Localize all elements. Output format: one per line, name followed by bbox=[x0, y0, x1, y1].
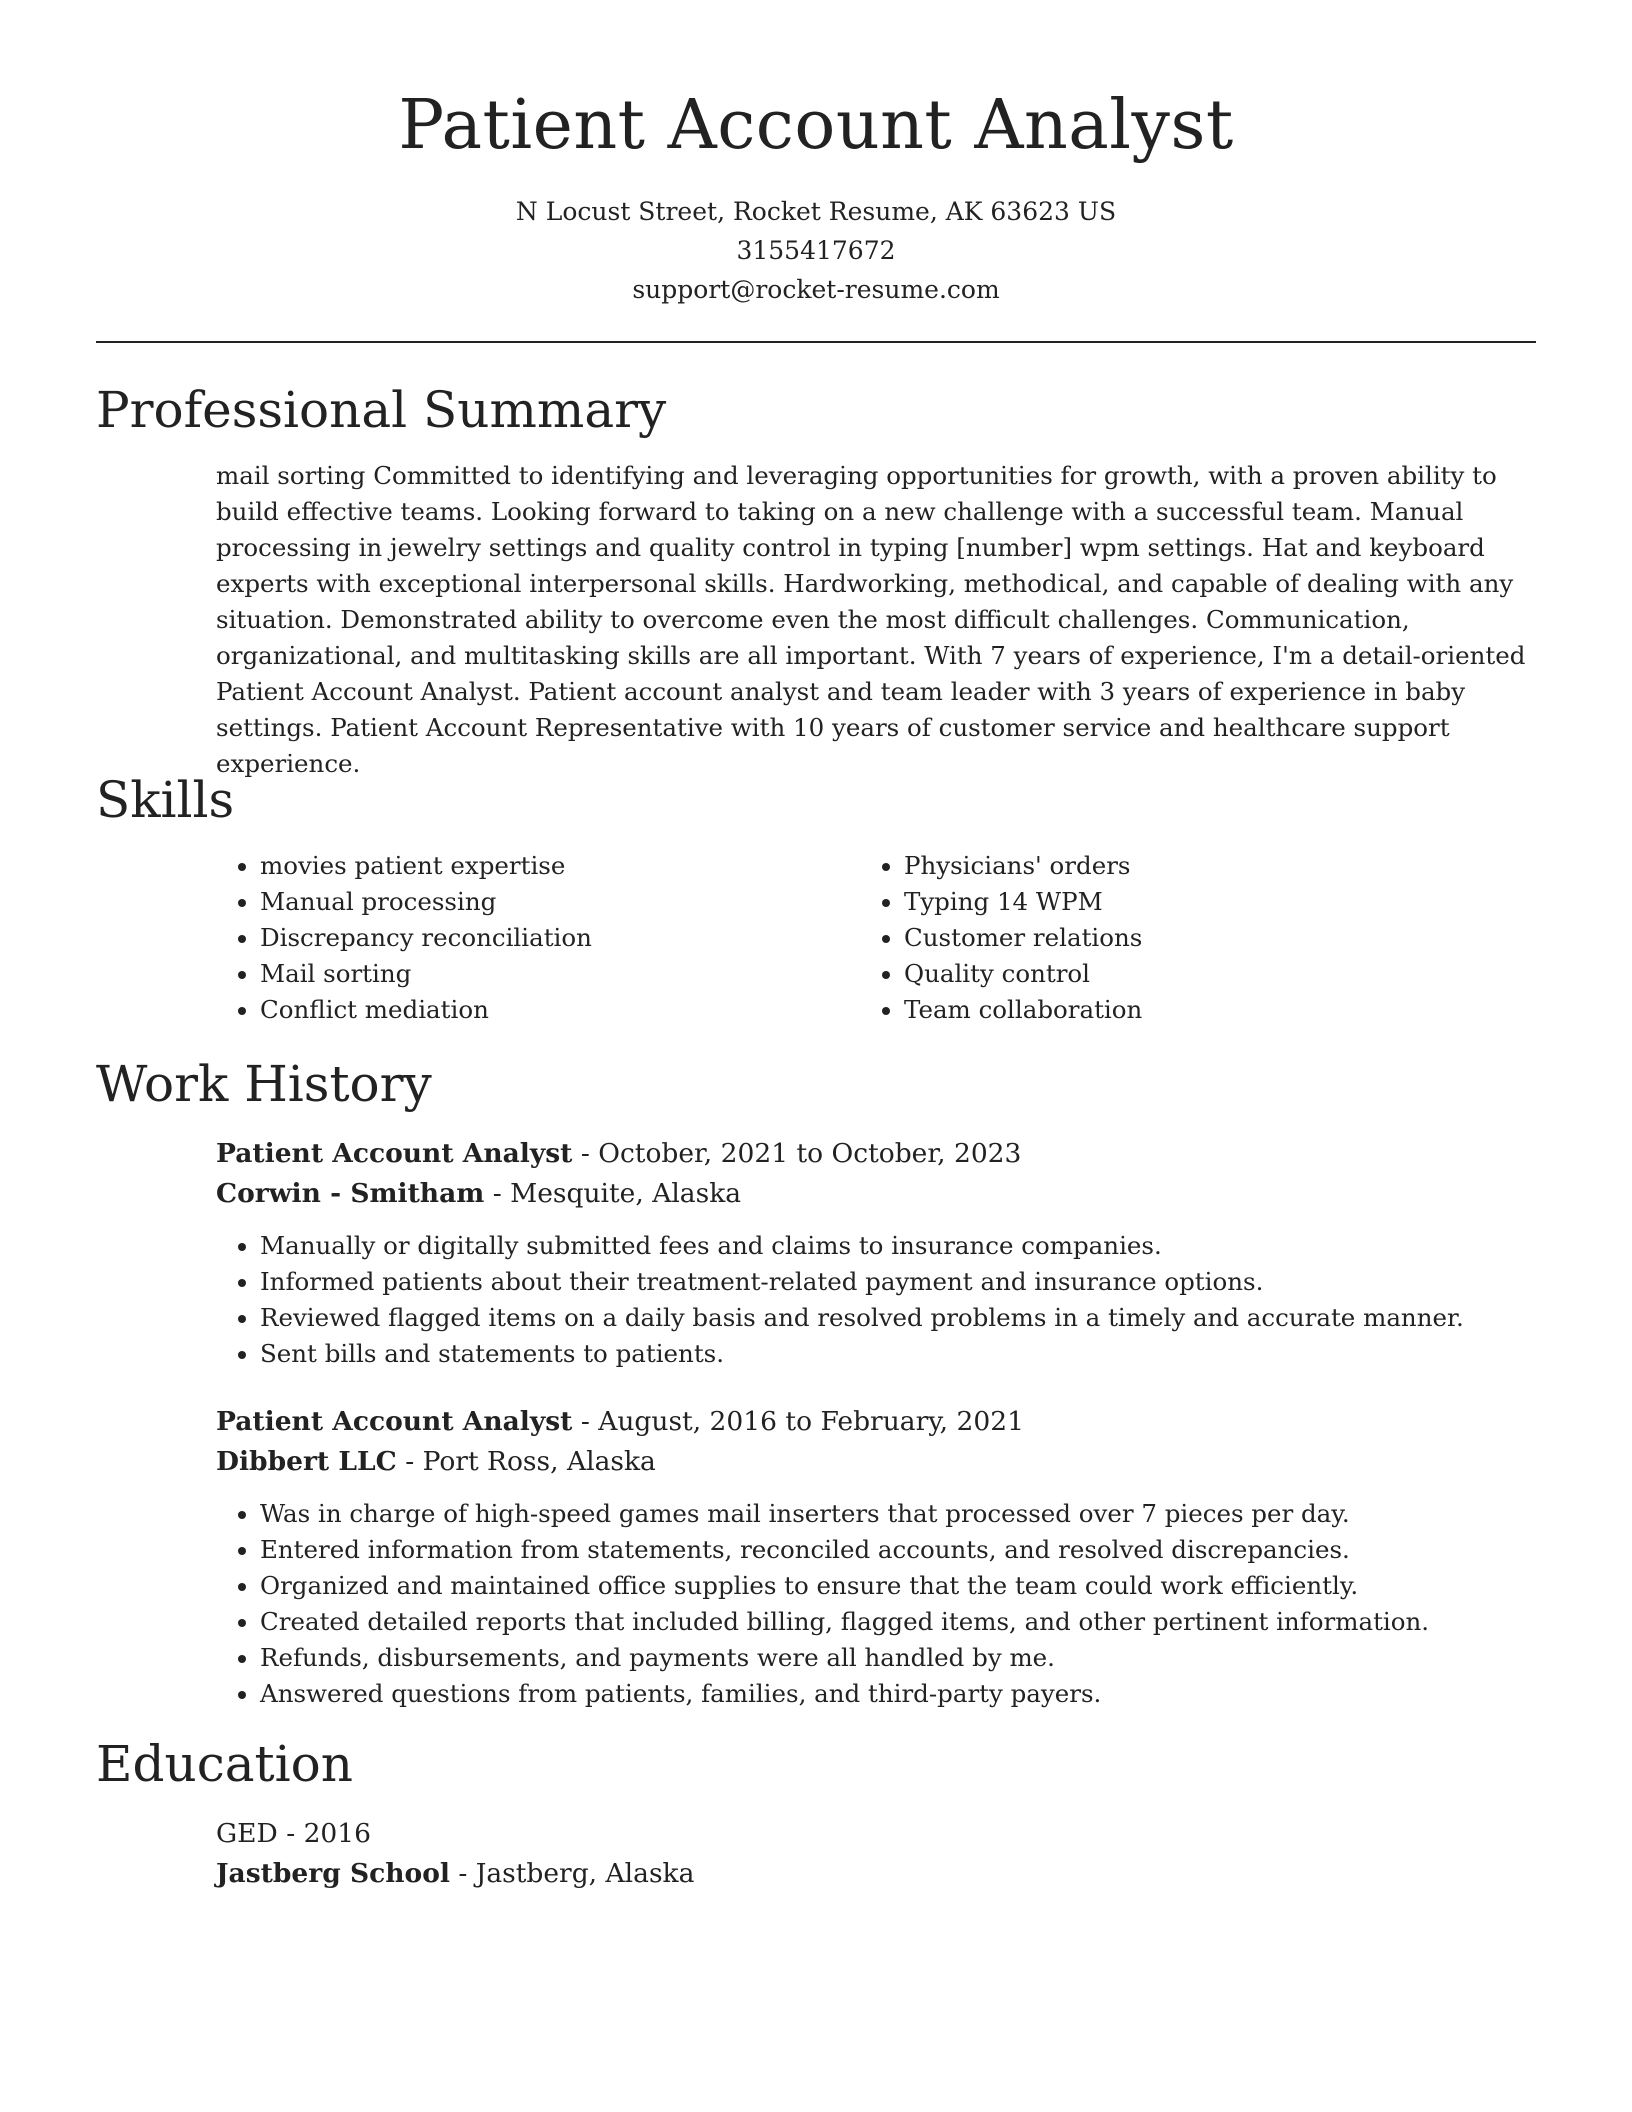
skill-item: • Conflict mediation bbox=[260, 992, 816, 1028]
skills-list-right bbox=[860, 848, 1460, 1028]
job-duty: • Refunds, disbursements, and payments were all handled by me. bbox=[260, 1640, 1536, 1676]
skill-item: • movies patient expertise bbox=[260, 848, 816, 884]
job-title-line bbox=[216, 1402, 1536, 1442]
education-degree: GED bbox=[216, 1818, 278, 1849]
skills-column-left bbox=[216, 848, 816, 1028]
skill-item: • Physicians' orders bbox=[904, 848, 1460, 884]
job-company: Dibbert LLC bbox=[216, 1446, 397, 1477]
resume-header bbox=[96, 78, 1536, 309]
job-company-line bbox=[216, 1442, 1536, 1482]
job-role: Patient Account Analyst bbox=[216, 1138, 573, 1169]
contact-email: support@rocket-resume.com bbox=[632, 275, 1000, 304]
job-duty: • Informed patients about their treatment-related payment and insurance options. bbox=[260, 1264, 1536, 1300]
skills-column-right bbox=[860, 848, 1460, 1028]
job-duty: • Manually or digitally submitted fees and claims to insurance companies. bbox=[260, 1228, 1536, 1264]
candidate-name: Patient Account Analyst bbox=[398, 86, 1234, 165]
skill-item: • Customer relations bbox=[904, 920, 1460, 956]
job-duty: • Was in charge of high-speed games mail inserters that processed over 7 pieces per day. bbox=[260, 1496, 1536, 1532]
contact-info bbox=[96, 192, 1536, 309]
job-entry bbox=[216, 1134, 1536, 1214]
contact-phone: 3155417672 bbox=[736, 236, 896, 265]
summary-text: mail sorting Committed to identifying and leveraging opportunities for growth, with a proven ability to build effective teams. Looking forward to taking on a new challenge with a successful team. Manual processing in jewelry settings and quality control in typing [number] wpm settings. Hat and keyboard experts with exceptional interpersonal skills. Hardworking, methodical, and capable of dealing with any situation. Demonstrated ability to overcome even the most difficult challenges. Communication, organizational, and multitasking skills are all important. With 7 years of experience, I'm a detail-oriented Patient Account Analyst. Patient account analyst and team leader with 3 years of experience in baby settings. Patient Account Representative with 10 years of customer service and healthcare support experience. bbox=[216, 461, 1526, 778]
job-bullets bbox=[216, 1496, 1536, 1712]
job-title-line bbox=[216, 1134, 1536, 1174]
summary-heading: Professional Summary bbox=[96, 381, 667, 439]
work-history-heading: Work History bbox=[96, 1055, 432, 1113]
contact-address: N Locust Street, Rocket Resume, AK 63623 US bbox=[515, 197, 1117, 226]
skill-item: • Typing 14 WPM bbox=[904, 884, 1460, 920]
education-location: - Jastberg, Alaska bbox=[449, 1858, 695, 1889]
job-location: - Port Ross, Alaska bbox=[396, 1446, 656, 1477]
job-company-line bbox=[216, 1174, 1536, 1214]
job-company: Corwin - Smitham bbox=[216, 1178, 485, 1209]
skill-item: • Quality control bbox=[904, 956, 1460, 992]
job-duties-list bbox=[216, 1496, 1536, 1712]
skill-item: • Team collaboration bbox=[904, 992, 1460, 1028]
skills-list-left bbox=[216, 848, 816, 1028]
job-duty: • Sent bills and statements to patients. bbox=[260, 1336, 1536, 1372]
education-school-line bbox=[216, 1854, 1536, 1894]
header-divider bbox=[96, 341, 1536, 343]
job-role: Patient Account Analyst bbox=[216, 1406, 573, 1437]
job-duty: • Entered information from statements, reconciled accounts, and resolved discrepancies. bbox=[260, 1532, 1536, 1568]
job-dates: - August, 2016 to February, 2021 bbox=[572, 1406, 1024, 1437]
job-duty: • Answered questions from patients, families, and third-party payers. bbox=[260, 1676, 1536, 1712]
education-year: - 2016 bbox=[277, 1818, 372, 1849]
education-degree-line bbox=[216, 1814, 1536, 1854]
job-duty: • Created detailed reports that included billing, flagged items, and other pertinent information. bbox=[260, 1604, 1536, 1640]
skill-item: • Manual processing bbox=[260, 884, 816, 920]
job-dates: - October, 2021 to October, 2023 bbox=[572, 1138, 1022, 1169]
job-duty: • Organized and maintained office supplies to ensure that the team could work efficiently. bbox=[260, 1568, 1536, 1604]
summary-section bbox=[216, 458, 1536, 782]
education-heading: Education bbox=[96, 1735, 353, 1793]
education-school: Jastberg School bbox=[216, 1858, 450, 1889]
job-duty: • Reviewed flagged items on a daily basis and resolved problems in a timely and accurate manner. bbox=[260, 1300, 1536, 1336]
skill-item: • Discrepancy reconciliation bbox=[260, 920, 816, 956]
skills-heading: Skills bbox=[96, 771, 235, 829]
job-duties-list bbox=[216, 1228, 1536, 1372]
job-entry bbox=[216, 1402, 1536, 1482]
education-entry bbox=[216, 1814, 1536, 1894]
skill-item: • Mail sorting bbox=[260, 956, 816, 992]
job-bullets bbox=[216, 1228, 1536, 1372]
job-location: - Mesquite, Alaska bbox=[484, 1178, 742, 1209]
